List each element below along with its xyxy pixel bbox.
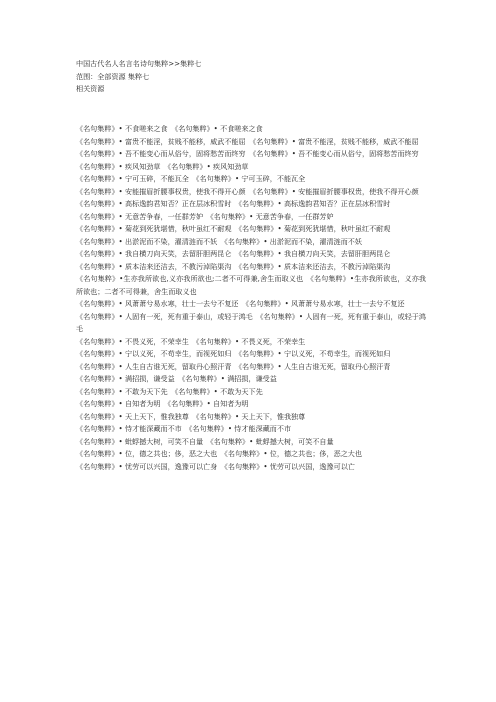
quote-entry: 《名句集粹》• 疾风知劲草 《名句集粹》• 疾风知劲草 (76, 161, 249, 171)
document-header (76, 58, 436, 96)
document-title: 中国古代名人名言名诗句集粹>>集粹七 (76, 59, 202, 68)
quote-entry: 《名句集粹》• 人固有一死，死有重于泰山，或轻于鸿毛 《名句集粹》• 人固有一死，死有重于泰山，或轻于鸿毛 (76, 311, 426, 333)
quote-list (76, 123, 426, 473)
quote-entry: 《名句集粹》• 天上天下，惟我独尊 《名句集粹》• 天上天下，惟我独尊 (76, 411, 306, 421)
quote-entry: 《名句集粹》• 宁以义死，不苟幸生，而视死如归 《名句集粹》• 宁以义死，不苟幸生，而视死如归 (76, 349, 391, 358)
quote-entry: 《名句集粹》• 位，德之共也；侈，恶之大也 《名句集粹》• 位，德之共也；侈，恶之大也 (76, 449, 362, 458)
quote-entry: 《名句集粹》• 不畏义死，不荣幸生 《名句集粹》• 不畏义死，不荣幸生 (76, 336, 306, 346)
quote-entry: 《名句集粹》• 富贵不能淫，贫贱不能移，威武不能屈 《名句集粹》• 富贵不能淫，贫贱不能移，威武不能屈 (76, 136, 419, 146)
quote-entry: 《名句集粹》• 我自横刀向天笑，去留肝胆两昆仑 《名句集粹》• 我自横刀向天笑，去留肝胆两昆仑 (76, 249, 391, 258)
quote-entry: 《名句集粹》• 不敢为天下先 《名句集粹》• 不敢为天下先 (76, 386, 263, 396)
quote-entry: 《名句集粹》• 菊花到死犹堪惜，秋叶虽红不耐观 《名句集粹》• 菊花到死犹堪惜，秋叶虽红不耐观 (76, 224, 391, 233)
quote-entry: 《名句集粹》• 风萧萧兮易水寒，壮士一去兮不复还 《名句集粹》• 风萧萧兮易水寒，壮士一去兮不复还 (76, 299, 405, 308)
quote-entry: 《名句集粹》• 宁可玉碎，不能瓦全 《名句集粹》• 宁可玉碎，不能瓦全 (76, 174, 306, 183)
quote-entry: 《名句集粹》• 不食嗟来之食 《名句集粹》• 不食嗟来之食 (76, 124, 263, 133)
quote-entry: 《名句集粹》• 蚍蜉撼大树，可笑不自量 《名句集粹》• 蚍蜉撼大树，可笑不自量 (76, 436, 334, 446)
quote-entry: 《名句集粹》• 忧劳可以兴国，逸豫可以亡身 《名句集粹》• 忧劳可以兴国，逸豫可以亡 (76, 461, 355, 471)
quote-entry: 《名句集粹》• 自知者为明 《名句集粹》• 自知者为明 (76, 399, 249, 408)
quote-entry: 《名句集粹》• 吾不能变心而从俗兮，固将愁苦而终穷 《名句集粹》• 吾不能变心而从俗兮，固将愁苦而终穷 (76, 149, 419, 158)
quote-entry: 《名句集粹》• 高标逸韵君知否？正在层冰积雪时 《名句集粹》• 高标逸韵君知否？正在层冰积雪时 (76, 199, 391, 208)
quote-entry: 《名句集粹》• 无意苦争春，一任群芳妒 《名句集粹》• 无意苦争春，一任群芳妒 (76, 211, 334, 221)
quote-entry: 《名句集粹》• 人生自古谁无死，留取丹心照汗青 《名句集粹》• 人生自古谁无死，留取丹心照汗青 (76, 361, 391, 371)
quote-entry: 《名句集粹》• 安能摧眉折腰事权贵，使我不得开心颜 《名句集粹》• 安能摧眉折腰事权贵，使我不得开心颜 (76, 186, 419, 196)
quote-entry: 《名句集粹》• 出淤泥而不染，濯清涟而不妖 《名句集粹》• 出淤泥而不染，濯清涟而不妖 (76, 236, 362, 246)
quote-entry: 《名句集粹》• 恃才能深藏而不市 《名句集粹》• 恃才能深藏而不市 (76, 424, 292, 433)
related-resources-label: 相关资源 (76, 84, 105, 93)
scope-line: 范围：全部资源 集粹七 (76, 71, 150, 81)
quote-entry: 《名句集粹》•生亦我所欲也,义亦我所欲也;二者不可得兼,舍生而取义也 《名句集粹》•生亦我所欲也，义亦我所欲也；二者不可得兼，舍生而取义也 (76, 274, 426, 296)
quote-entry: 《名句集粹》• 满招损，谦受益 《名句集粹》• 满招损，谦受益 (76, 374, 277, 383)
quote-entry: 《名句集粹》• 质本洁来还洁去，不教污淖陷渠沟 《名句集粹》• 质本洁来还洁去，不教污淖陷渠沟 (76, 261, 391, 271)
